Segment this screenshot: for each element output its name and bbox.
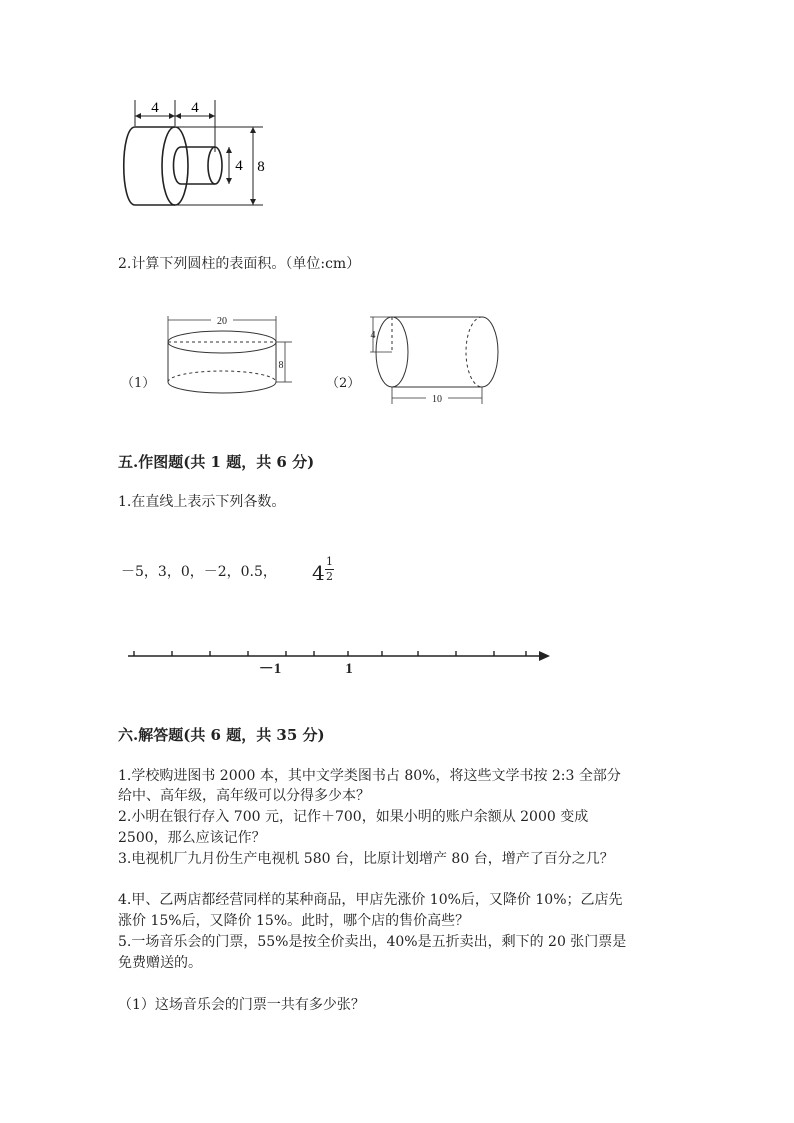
cylinder-1-label: （1） [121,376,156,391]
dim-outer-label: 8 [257,159,265,175]
q3-line: 3.电视机厂九月份生产电视机 580 台，比原计划增产 80 台，增产了百分之几？ [118,851,614,867]
q1-line-1: 1.学校购进图书 2000 本，其中文学类图书占 80%，将这些文学书按 2:3 全部分 [118,768,621,784]
section-5-title: 五.作图题(共 1 题，共 6 分) [118,453,315,471]
axis-label-neg-1: －1 [258,661,282,677]
stepped-cylinder-figure [115,92,275,217]
section-6-title: 六.解答题(共 6 题，共 35 分) [118,726,325,744]
section-5-question-1: 1.在直线上表示下列各数。 [118,494,286,510]
dim-inner-label: 4 [235,158,243,174]
q1-line-2: 给中、高年级，高年级可以分得多少本？ [118,788,370,804]
mixed-number-whole: 4 [312,561,325,585]
q5-subquestion-1: （1）这场音乐会的门票一共有多少张？ [118,997,365,1013]
q2-line-1: 2.小明在银行存入 700 元，记作＋700，如果小明的账户余额从 2000 变成 [118,809,589,825]
cylinder-1-figure [160,310,300,405]
q4-line-1: 4.甲、乙两店都经营同样的某种商品，甲店先涨价 10%后，又降价 10%；乙店先 [118,892,623,908]
q2-line-2: 2500，那么应该记作？ [118,830,266,846]
cyl2-height-label: 4 [370,330,376,341]
numbers-list: －5，3，0，－2，0.5， [121,564,277,580]
cylinder-2-figure [362,308,507,408]
dim-right-label: 4 [191,100,199,116]
cyl1-diameter-label: 20 [217,316,227,327]
cylinder-2-label: （2） [326,376,361,391]
axis-label-1: 1 [345,661,353,677]
cyl2-length-label: 10 [432,394,442,405]
q5-line-1: 5.一场音乐会的门票，55%是按全价卖出，40%是五折卖出，剩下的 20 张门票是 [118,934,627,950]
question-2-intro: 2.计算下列圆柱的表面积。（单位:cm） [118,256,361,272]
dim-left-label: 4 [151,100,159,116]
mixed-number-denominator: 2 [326,570,333,583]
mixed-number-numerator: 1 [326,555,333,568]
q4-line-2: 涨价 15%后，又降价 15%。此时，哪个店的售价高些？ [118,913,470,929]
q5-line-2: 免费赠送的。 [118,955,202,971]
number-line [120,640,560,680]
cyl1-height-label: 8 [278,360,284,371]
